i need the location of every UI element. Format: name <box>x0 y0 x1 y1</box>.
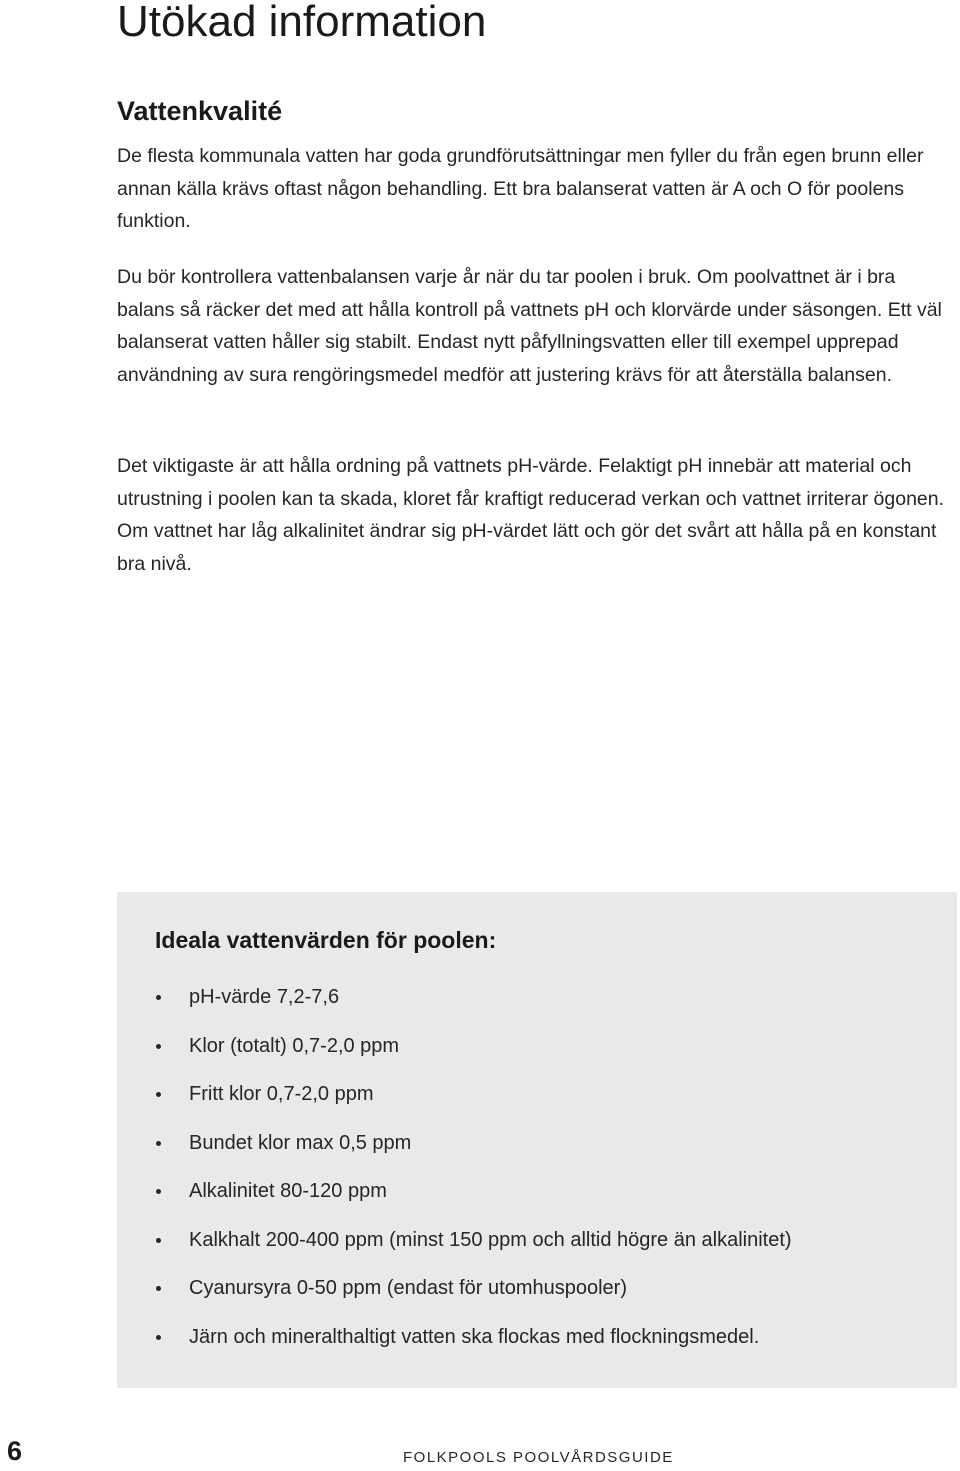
bullet-icon <box>156 995 161 1000</box>
list-item-text: Klor (totalt) 0,7-2,0 ppm <box>189 1034 400 1057</box>
page-title: Utökad information <box>117 0 487 46</box>
paragraph-intro: De flesta kommunala vatten har goda grundförutsättningar men fyller du från egen brunn eller annan källa krävs oftast någon behandling. Ett bra balanserat vatten är A och O för poolens funktion. <box>117 145 924 232</box>
list-item <box>155 1322 792 1371</box>
list-item-text: Alkalinitet 80-120 ppm <box>189 1180 387 1202</box>
bullet-icon <box>156 1286 161 1291</box>
page-number: 6 <box>7 1436 23 1466</box>
list-item <box>155 1031 792 1080</box>
list-item <box>155 1176 792 1225</box>
list-item <box>155 1079 792 1128</box>
bullet-icon <box>156 1141 161 1146</box>
list-item <box>155 1273 792 1322</box>
ideal-values-heading: Ideala vattenvärden för poolen: <box>155 927 497 953</box>
bullet-icon <box>156 1044 161 1049</box>
bullet-icon <box>156 1335 161 1340</box>
ideal-values-box <box>117 892 957 1388</box>
list-item-text: pH-värde 7,2-7,6 <box>189 986 340 1008</box>
bullet-icon <box>156 1238 161 1243</box>
list-item-text: Järn och mineralthaltigt vatten ska flockas med flockningsmedel. <box>189 1325 760 1348</box>
paragraph-water-balance: Du bör kontrollera vattenbalansen varje år när du tar poolen i bruk. Om poolvattnet är i bra balans så räcker det med att hålla kontroll på vattnets pH och klorvärde under säsongen. Ett väl balanserat vatten håller sig stabilt. Endast nytt påfyllningsvatten eller till exempel upprepad användning av sura rengöringsmedel medför att justering krävs för att återställa balansen. <box>117 266 942 386</box>
paragraph-ph-value: Det viktigaste är att hålla ordning på vattnets pH-värde. Felaktigt pH innebär att material och utrustning i poolen kan ta skada, kloret får kraftigt reducerad verkan och vattnet irriterar ögonen. Om vattnet har låg alkalinitet ändrar sig pH-värdet lätt och gör det svårt att hålla på en konstant bra nivå. <box>117 455 945 575</box>
list-item-text: Cyanursyra 0-50 ppm (endast för utomhuspooler) <box>189 1277 627 1299</box>
list-item <box>155 1128 792 1177</box>
list-item-text: Fritt klor 0,7-2,0 ppm <box>189 1083 374 1105</box>
bullet-icon <box>156 1189 161 1194</box>
bullet-icon <box>156 1092 161 1097</box>
list-item <box>155 1225 792 1274</box>
list-item-text: Kalkhalt 200-400 ppm (minst 150 ppm och alltid högre än alkalinitet) <box>189 1228 792 1251</box>
ideal-values-list <box>155 982 792 1370</box>
list-item-text: Bundet klor max 0,5 ppm <box>189 1131 412 1154</box>
list-item <box>155 982 792 1031</box>
footer-title: FOLKPOOLS POOLVÅRDSGUIDE <box>403 1449 674 1466</box>
section-heading: Vattenkvalité <box>117 96 283 126</box>
